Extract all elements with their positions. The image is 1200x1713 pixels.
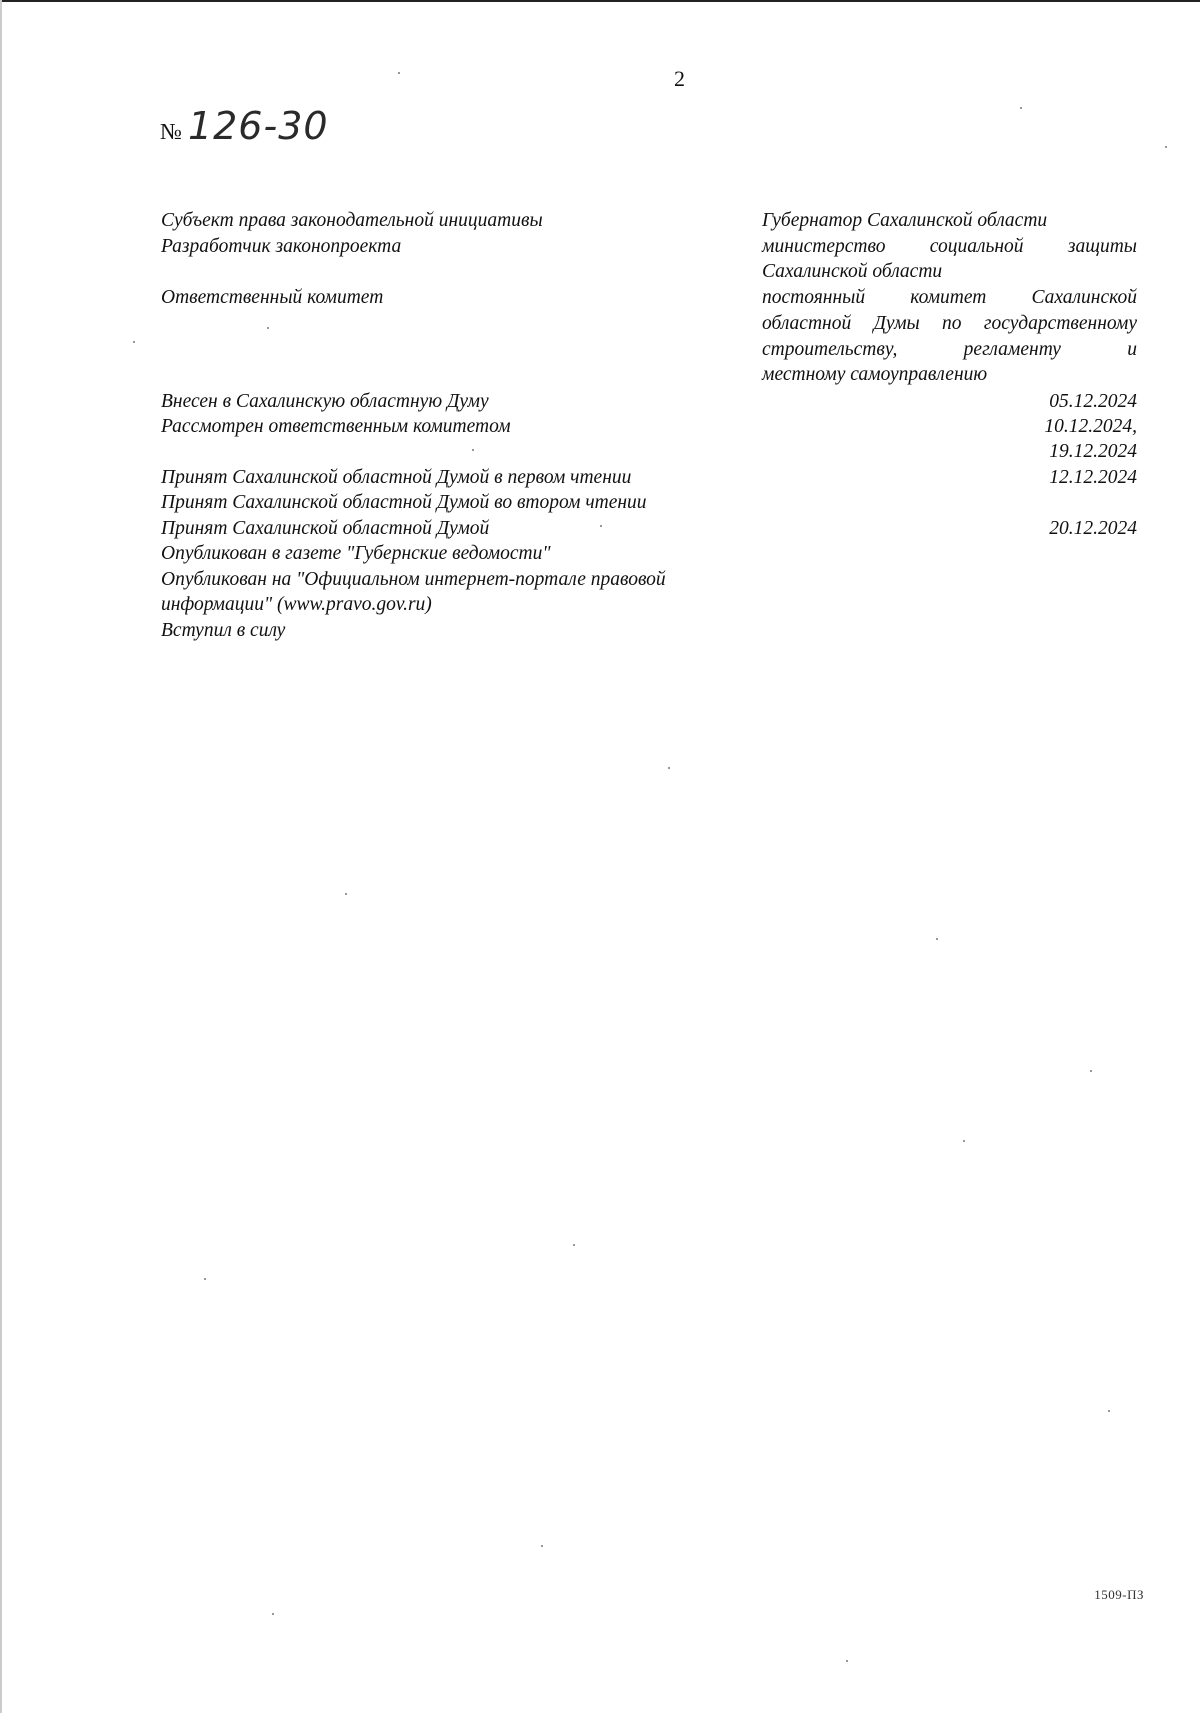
date-adopted: 20.12.2024 (1049, 518, 1137, 539)
label-published-portal-cont: информации" (www.pravo.gov.ru) (161, 594, 432, 615)
value-developer: министерство социальной защиты (762, 236, 1137, 257)
scan-speck (133, 341, 135, 343)
scan-speck (541, 1545, 543, 1547)
page-number: 2 (674, 66, 685, 91)
label-committee: Ответственный комитет (161, 287, 384, 308)
scan-speck (936, 938, 938, 940)
value-committee-cont-1: областной Думы по государственному (762, 313, 1137, 334)
date-submitted: 05.12.2024 (1049, 391, 1137, 412)
label-first-reading: Принят Сахалинской областной Думой в первом чтении (161, 467, 632, 488)
value-committee-cont-3: местному самоуправлению (762, 364, 988, 385)
value-subject: Губернатор Сахалинской области (762, 210, 1048, 231)
label-developer: Разработчик законопроекта (161, 236, 402, 257)
number-sign: № (160, 119, 182, 144)
scan-speck (398, 72, 400, 74)
scan-speck (1108, 1410, 1110, 1412)
label-published-newspaper: Опубликован в газете "Губернские ведомости" (161, 543, 551, 564)
label-considered: Рассмотрен ответственным комитетом (161, 416, 511, 437)
scan-edge-left (0, 0, 2, 1713)
scan-speck (1020, 107, 1022, 109)
label-adopted: Принят Сахалинской областной Думой (161, 518, 490, 539)
date-considered: 10.12.2024, (1044, 416, 1137, 437)
value-developer-cont: Сахалинской области (762, 261, 943, 282)
scan-speck (472, 449, 474, 451)
value-committee: постоянный комитет Сахалинской (762, 287, 1137, 308)
date-considered-second: 19.12.2024 (1049, 441, 1137, 462)
scan-edge-top (0, 0, 1200, 2)
scan-speck (267, 327, 269, 329)
label-published-portal: Опубликован на "Официальном интернет-портале правовой (161, 569, 666, 590)
handwritten-number: 126-30 (187, 104, 329, 148)
document-number (160, 104, 329, 148)
date-first-reading: 12.12.2024 (1049, 467, 1137, 488)
label-submitted: Внесен в Сахалинскую областную Думу (161, 391, 489, 412)
scan-speck (846, 1660, 848, 1662)
scan-speck (600, 525, 602, 527)
scan-speck (345, 893, 347, 895)
label-second-reading: Принят Сахалинской областной Думой во втором чтении (161, 492, 647, 513)
scan-speck (272, 1613, 274, 1615)
scan-speck (573, 1244, 575, 1246)
registration-stamp: 1509-ПЗ (1094, 1587, 1144, 1602)
scan-speck (1165, 146, 1167, 148)
scan-speck (668, 767, 670, 769)
label-in-force: Вступил в силу (161, 620, 286, 641)
scan-speck (963, 1140, 965, 1142)
scan-speck (1090, 1070, 1092, 1072)
label-subject: Субъект права законодательной инициативы (161, 210, 543, 231)
value-committee-cont-2: строительству, регламенту и (762, 339, 1137, 360)
scan-speck (204, 1278, 206, 1280)
